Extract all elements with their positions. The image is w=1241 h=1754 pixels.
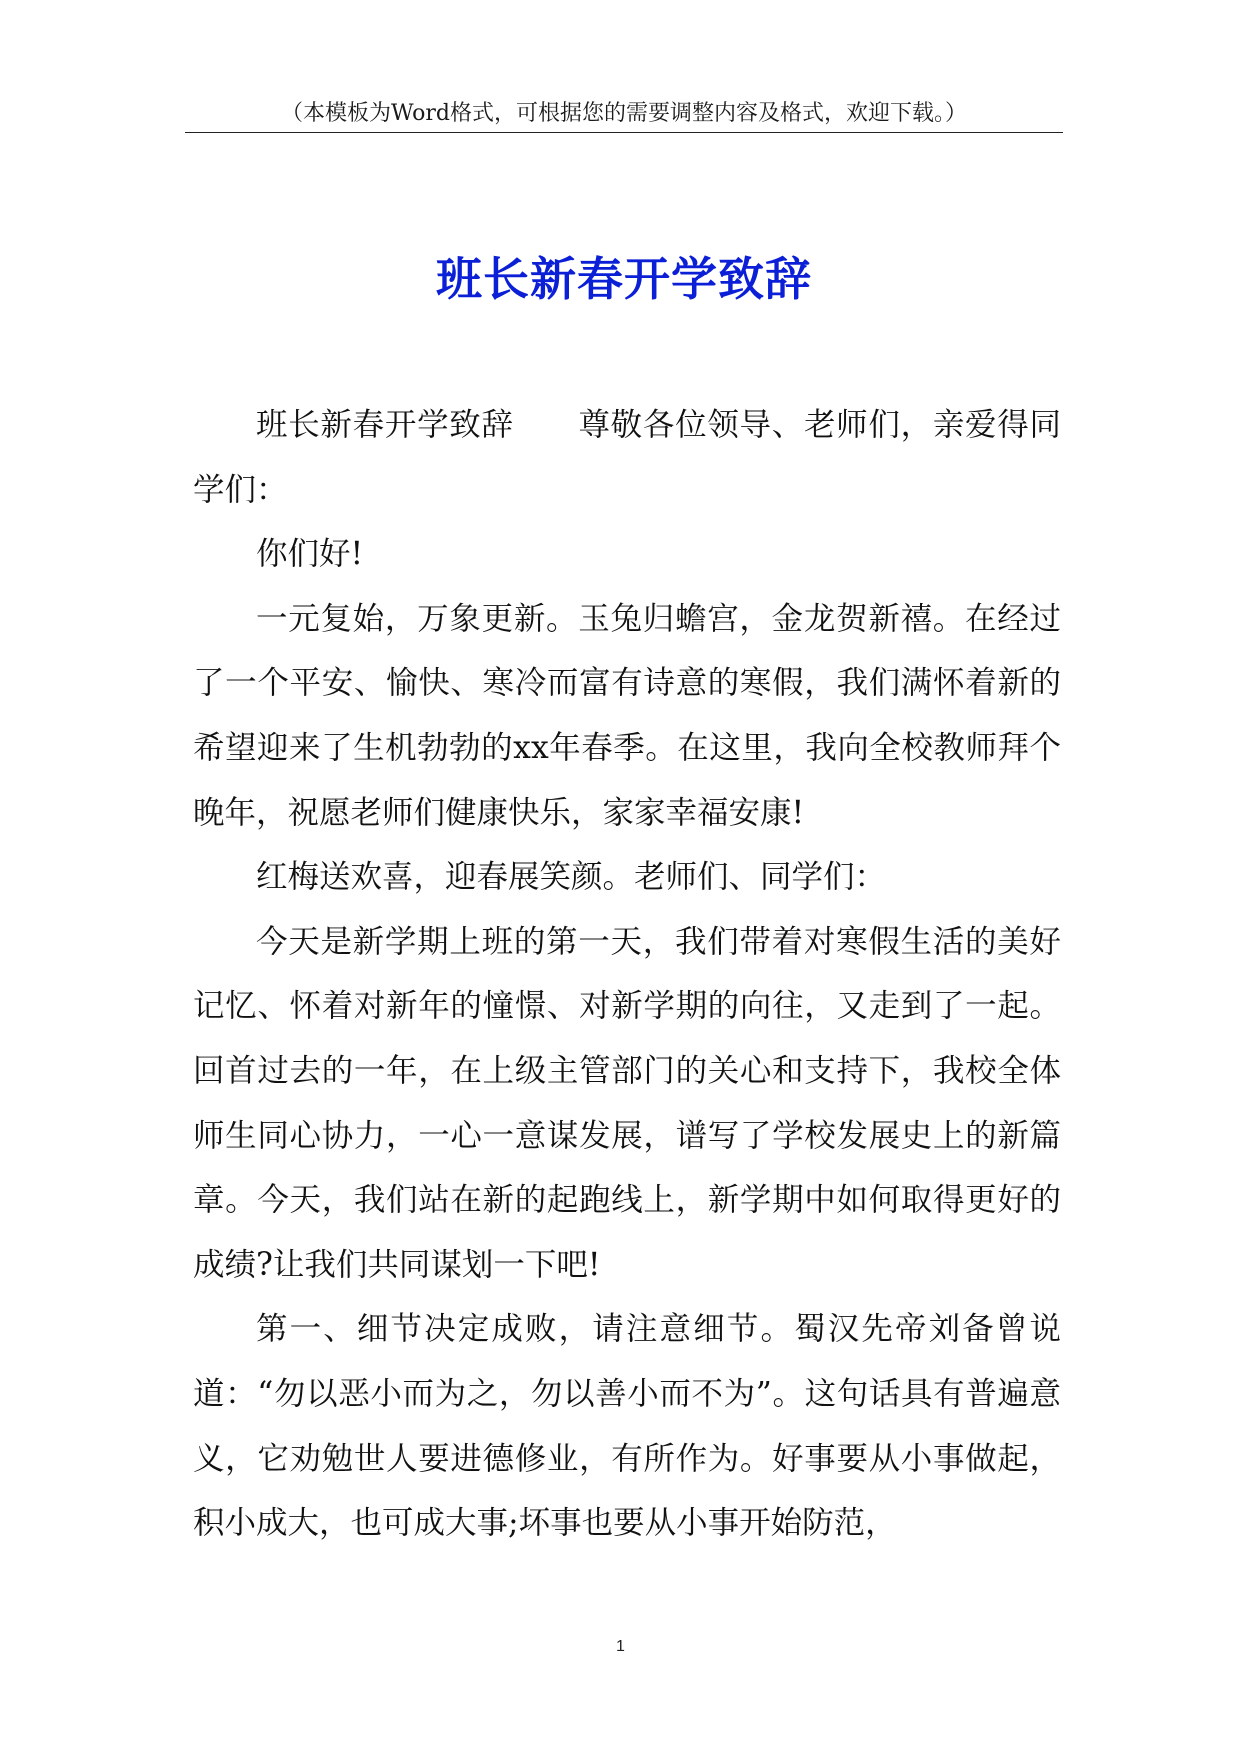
salutation: 尊敬各位领导、老师们，亲爱得同学们： (193, 407, 1061, 508)
body-paragraph: 你们好! (256, 536, 364, 573)
document-body (193, 393, 1061, 1556)
document-title: 班长新春开学致辞 (436, 251, 812, 306)
body-paragraph: 今天是新学期上班的第一天，我们带着对寒假生活的美好记忆、怀着对新年的憧憬、对新学期的向往，又走到了一起。回首过去的一年，在上级主管部门的关心和支持下，我校全体师生同心协力，一心一意谋发展，谱写了学校发展史上的新篇章。今天，我们站在新的起跑线上，新学期中如何取得更好的成绩?让我们共同谋划一下吧! (193, 923, 1061, 1283)
body-paragraph: 红梅送欢喜，迎春展笑颜。老师们、同学们： (256, 859, 887, 896)
opening-title: 班长新春开学致辞 (256, 407, 514, 443)
opening-paragraph (193, 393, 1061, 522)
body-paragraph: 第一、细节决定成败，请注意细节。蜀汉先帝刘备曾说道：“勿以恶小而为之，勿以善小而不为”。这句话具有普遍意义，它劝勉世人要进德修业，有所作为。好事要从小事做起，积小成大，也可成大事;坏事也要从小事开始防范， (193, 1311, 1061, 1542)
header-note: （本模板为Word格式，可根据您的需要调整内容及格式，欢迎下载。） (281, 101, 967, 126)
body-paragraph: 一元复始，万象更新。玉兔归蟾宫，金龙贺新禧。在经过了一个平安、愉快、寒冷而富有诗意的寒假，我们满怀着新的希望迎来了生机勃勃的xx年春季。在这里，我向全校教师拜个晚年，祝愿老师们健康快乐，家家幸福安康! (193, 600, 1061, 831)
page-number: 1 (616, 1638, 625, 1655)
header-divider (185, 132, 1063, 133)
